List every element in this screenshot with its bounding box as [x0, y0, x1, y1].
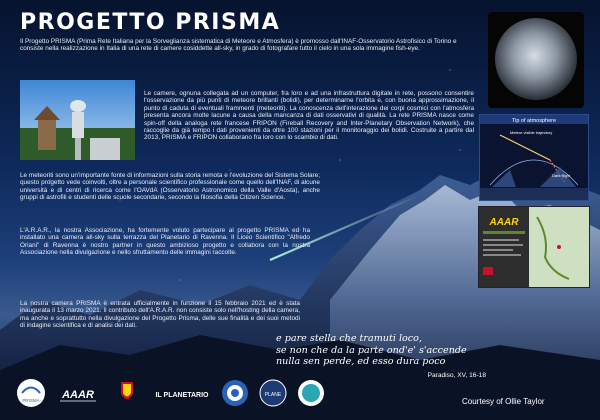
planetario-logo	[152, 378, 212, 408]
prisma-logo	[16, 378, 46, 408]
quote-line: se non che da la parte ond'e' s'accende	[276, 344, 467, 356]
planetario-badge-logo	[258, 378, 288, 408]
diagram-label-dark-flight: Dark flight	[552, 173, 571, 178]
photo-credit: Courtesy of Ollie Taylor	[462, 397, 545, 406]
fisheye-image	[488, 12, 584, 108]
diagram-header: Tip of atmosphere	[511, 118, 557, 124]
camera-paragraph: La nostra camera PRISMA è entrata ufficialmente in funzione il 15 febbraio 2021 ed è stata inaugurata il 13 marzo 2021. Il contributo dell'A.R.A.R. non consiste solo nell'hosting della camera, ma anche e soprattutto nella divulgazione del Progetto Prisma, delle sue finalità e dei suoi metodi di indagine scientifica e di analisi dei dati.	[20, 300, 300, 330]
association-paragraph: L'A.R.A.R., la nostra Associazione, ha fortemente voluto partecipare al progetto PRISMA ed ha installato una camera all-sky sulla terrazza del Planetario di Ravenna. Il Liceo Scientifico "Alfredo Oriani" di Ravenna è nostro partner in questo ambizioso progetto e collabora con la nostra Associazione nella divulgazione e nello sfruttamento delle immagini raccolte.	[20, 227, 310, 257]
aaar-logo-label: AAAR	[62, 389, 94, 401]
intro-paragraph: Il Progetto PRISMA (Prima Rete Italiana per la Sorveglianza sistematica di Meteore e Atmosfera) è promosso dall'INAF-Osservatorio Astrofisico di Torino e consiste nella realizzazione in Italia di una rete di camere cosiddette all-sky, in grado di fotografare tutto il cielo in una sola immagine fish-eye.	[20, 38, 457, 53]
quote-line: e pare stella che tramuti loco,	[276, 333, 422, 344]
camera-photo	[20, 80, 135, 160]
planetario-logo-label: IL PLANETARIO	[155, 392, 209, 399]
quote-line: nulla sen perde, ed esso dura poco	[276, 356, 446, 367]
liceo-oriani-logo	[220, 378, 250, 408]
prisma-logo-label: PRISMA	[22, 398, 40, 403]
dante-quote	[276, 333, 486, 381]
comune-ravenna-logo	[112, 378, 142, 408]
app-brand: AAAR	[489, 217, 519, 228]
quote-citation: Paradiso, XV, 16-18	[427, 371, 486, 379]
aaar-logo	[56, 378, 100, 408]
app-screenshot	[478, 206, 590, 288]
inaf-logo	[296, 378, 326, 408]
network-paragraph: Le camere, ognuna collegata ad un computer, fra loro e ad una infrastruttura digitale in rete, possono consentire l'osservazione da più punti di meteore brillanti (bolidi), per determinarne l'orbita e, con buona approssimazione, il punto di caduta di eventuali frammenti (meteoriti). La conoscenza dell'interazione dei corpi cosmici con l'atmosfera presenta ancora molte lacune a causa della mancanza di dati osservativi di qualità. La rete PRISMA nasce come spin-off della analoga rete francese FRIPON (Fireball Recovery and Inter-Planetary Observation Network), che raccoglie da già tempo i dati provenienti da oltre 100 stazioni per il monitoraggio dei bolidi. Costruite a partire dal 2013, PRISMA e FRIPON collaborano fra loro con lo scambio di dati.	[144, 90, 474, 142]
planetario-badge-label: PLANE	[264, 392, 282, 398]
meteorites-paragraph: Le meteoriti sono un'importante fonte di informazioni sulla storia remota e l'evoluzione del Sistema Solare; questo progetto vede coinvolti, oltre a personale scientifico professionale come quello dell'INAF, di alcune università e di centri di ricerca come l'OAVdA (Osservatorio Astronomico della Valle d'Aosta), anche gruppi di astrofili e studenti delle scuole secondarie, secondo la filosofia della Citizen Science.	[20, 172, 320, 202]
diagram-label-trajectory: Meteor visible trajectory	[510, 130, 553, 135]
partner-logos	[16, 378, 356, 412]
trajectory-diagram	[479, 114, 589, 201]
page-title: PROGETTO PRISMA	[20, 10, 281, 35]
